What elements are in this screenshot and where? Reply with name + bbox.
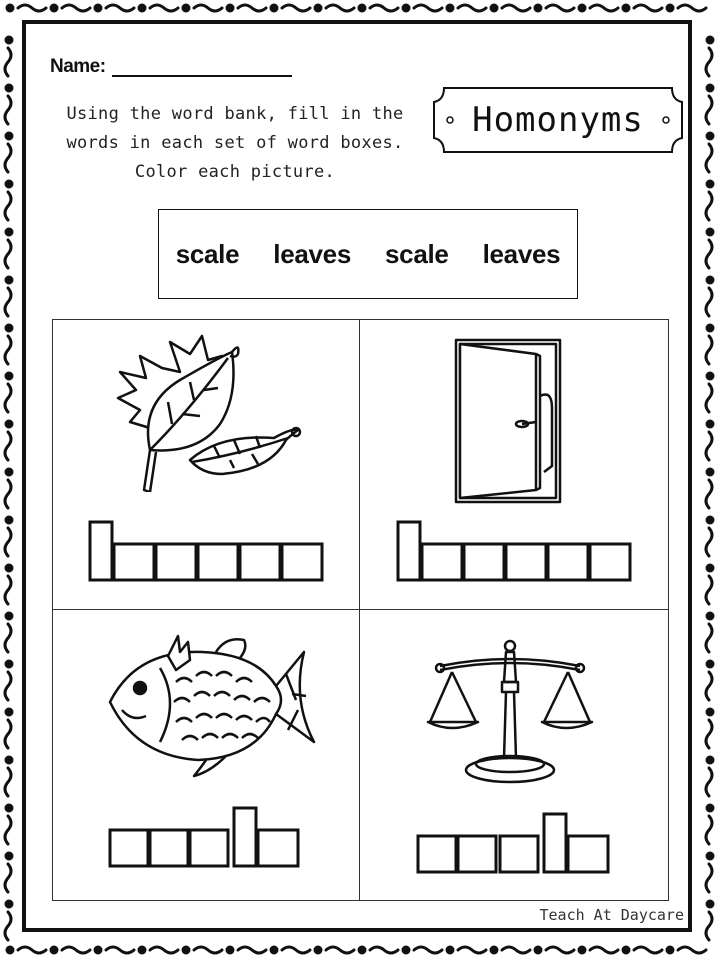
name-label: Name: xyxy=(50,56,106,77)
instructions-line-1: Using the word bank, fill in the xyxy=(66,104,404,124)
fish-icon xyxy=(106,630,318,780)
instructions-line-3: Color each picture. xyxy=(134,162,336,182)
instructions-line-2: words in each set of word boxes. xyxy=(66,133,404,153)
letter-boxes-leaves[interactable] xyxy=(88,520,328,584)
footer-credit: Teach At Daycare xyxy=(539,906,684,924)
grid-divider-vertical xyxy=(359,319,360,901)
grid-divider-horizontal xyxy=(52,609,669,610)
balance-scale-icon xyxy=(426,638,594,786)
letter-boxes-leaves[interactable] xyxy=(396,520,636,584)
instructions xyxy=(40,100,430,187)
word-bank-word: scale xyxy=(385,238,449,269)
name-field-line[interactable] xyxy=(112,75,292,77)
door-icon xyxy=(448,336,564,504)
word-bank-word: leaves xyxy=(273,238,351,269)
word-bank-word: leaves xyxy=(482,238,561,269)
word-bank-word: scale xyxy=(175,238,240,269)
word-bank xyxy=(158,209,578,299)
worksheet-title: Homonyms xyxy=(472,100,644,140)
letter-boxes-scale[interactable] xyxy=(108,806,304,870)
leaves-icon xyxy=(110,332,310,492)
letter-boxes-scale[interactable] xyxy=(416,812,614,876)
